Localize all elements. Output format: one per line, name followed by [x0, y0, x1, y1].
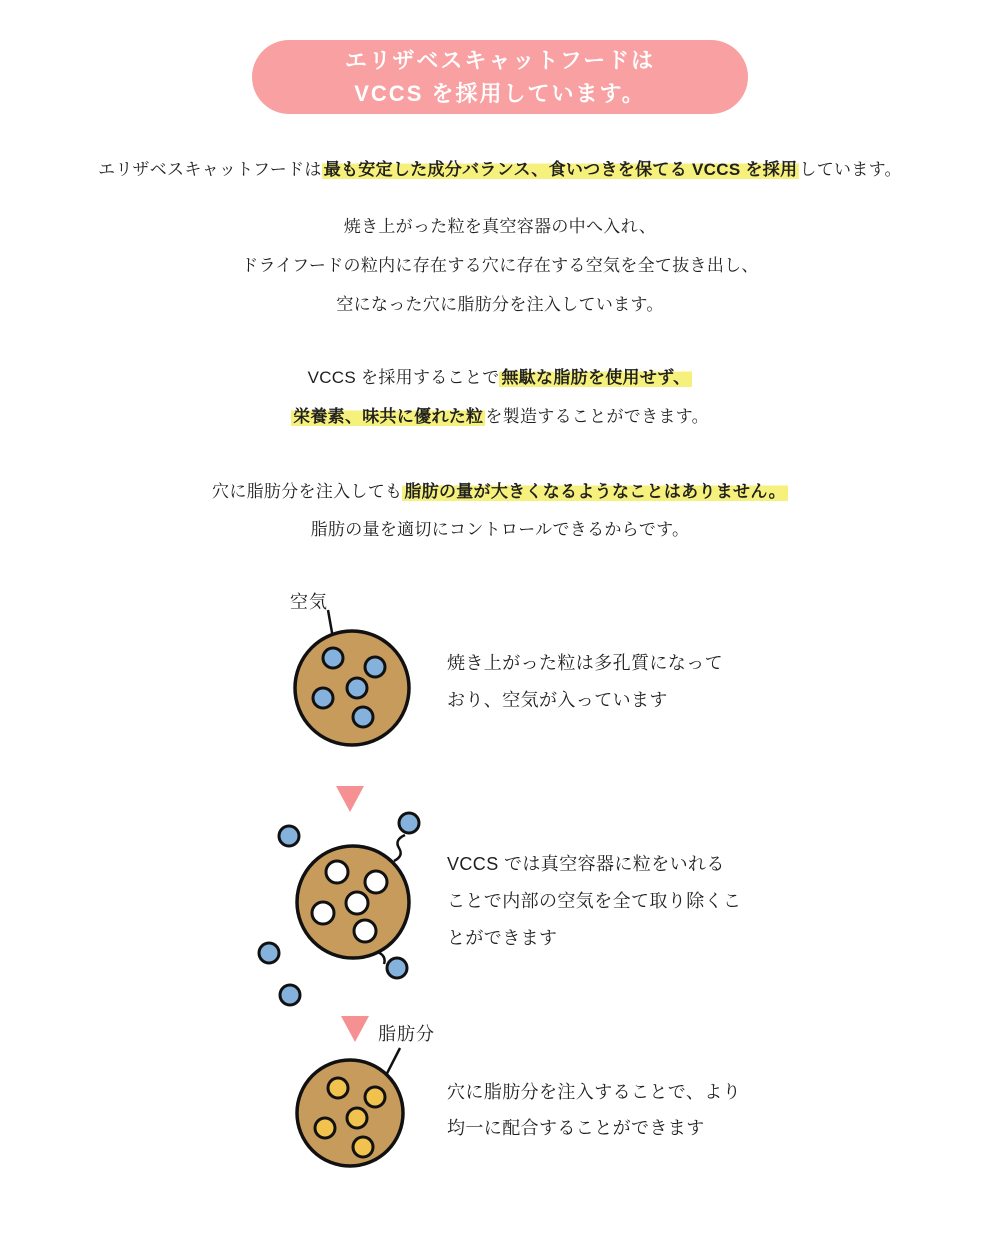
- kibble-vacuum-diagram: [248, 808, 463, 1013]
- step2-caption-line-3: とができます: [447, 928, 558, 948]
- step1-caption-line-2: おり、空気が入っています: [447, 690, 668, 710]
- step1-caption-line-1: 焼き上がった粒は多孔質になって: [447, 653, 723, 673]
- benefit-paragraph: [0, 358, 1000, 436]
- benefit-text-end: を製造することができます。: [485, 407, 709, 426]
- air-bubble: [323, 648, 343, 668]
- step3-caption-line-1: 穴に脂肪分を注入することで、より: [447, 1082, 742, 1102]
- step2-caption-line-1: VCCS では真空容器に粒をいれる: [447, 854, 725, 874]
- fat-droplet: [353, 1137, 373, 1157]
- intro-highlight: 最も安定した成分バランス、食いつきを保てる VCCS を採用: [323, 160, 798, 179]
- step3-caption-line-2: 均一に配合することができます: [447, 1118, 705, 1138]
- escaped-air-bubble: [259, 943, 279, 963]
- fat-droplet: [347, 1108, 367, 1128]
- step1-caption: [447, 645, 723, 719]
- fat-note-line-1: [0, 473, 1000, 511]
- benefit-line-1: [0, 358, 1000, 397]
- empty-hole: [346, 892, 368, 914]
- process-line-1: 焼き上がった粒を真空容器の中へ入れ、: [343, 217, 657, 236]
- step3-caption: [447, 1074, 741, 1146]
- empty-hole: [312, 902, 334, 924]
- escaped-air-bubble: [279, 826, 299, 846]
- air-escape-squiggle: [394, 835, 405, 861]
- air-label: 空気: [290, 592, 328, 612]
- step2-caption: [447, 846, 741, 957]
- fat-label: 脂肪分: [378, 1024, 435, 1044]
- benefit-highlight-2: 栄養素、味共に優れた粒: [293, 407, 484, 426]
- fat-note-highlight: 脂肪の量が大きくなるようなことはありません。: [404, 482, 786, 501]
- process-paragraph: [0, 207, 1000, 324]
- heading-badge: [252, 40, 748, 114]
- air-bubble: [347, 678, 367, 698]
- escaped-air-bubble: [280, 985, 300, 1005]
- heading-line-2: VCCS を採用しています。: [354, 81, 646, 106]
- fat-droplet: [315, 1118, 335, 1138]
- air-bubble: [365, 657, 385, 677]
- intro-paragraph: [0, 150, 1000, 189]
- kibble-fat-diagram: [278, 1038, 453, 1173]
- empty-hole: [365, 871, 387, 893]
- heading-line-1: エリザベスキャットフードは: [344, 48, 656, 73]
- kibble-air-diagram: [270, 585, 450, 760]
- intro-text-end: しています。: [799, 160, 902, 179]
- fat-note-paragraph: [0, 473, 1000, 549]
- escaped-air-bubble: [387, 958, 407, 978]
- step2-caption-line-2: ことで内部の空気を全て取り除くこ: [447, 891, 742, 911]
- process-line-3: 空になった穴に脂肪分を注入しています。: [336, 295, 664, 314]
- escaped-air-bubble: [399, 813, 419, 833]
- empty-hole: [326, 861, 348, 883]
- empty-hole: [354, 920, 376, 942]
- air-bubble: [313, 688, 333, 708]
- benefit-line-2: [0, 397, 1000, 436]
- fat-note-line-2: 脂肪の量を適切にコントロールできるからです。: [310, 520, 690, 539]
- fat-note-text: 穴に脂肪分を注入しても: [212, 482, 403, 501]
- benefit-highlight-1: 無駄な脂肪を使用せず、: [501, 368, 691, 387]
- intro-text: エリザベスキャットフードは: [98, 160, 322, 179]
- air-bubble: [353, 707, 373, 727]
- process-line-2: ドライフードの粒内に存在する穴に存在する空気を全て抜き出し、: [241, 256, 759, 275]
- fat-droplet: [365, 1087, 385, 1107]
- fat-droplet: [328, 1078, 348, 1098]
- benefit-text: VCCS を採用することで: [307, 368, 500, 387]
